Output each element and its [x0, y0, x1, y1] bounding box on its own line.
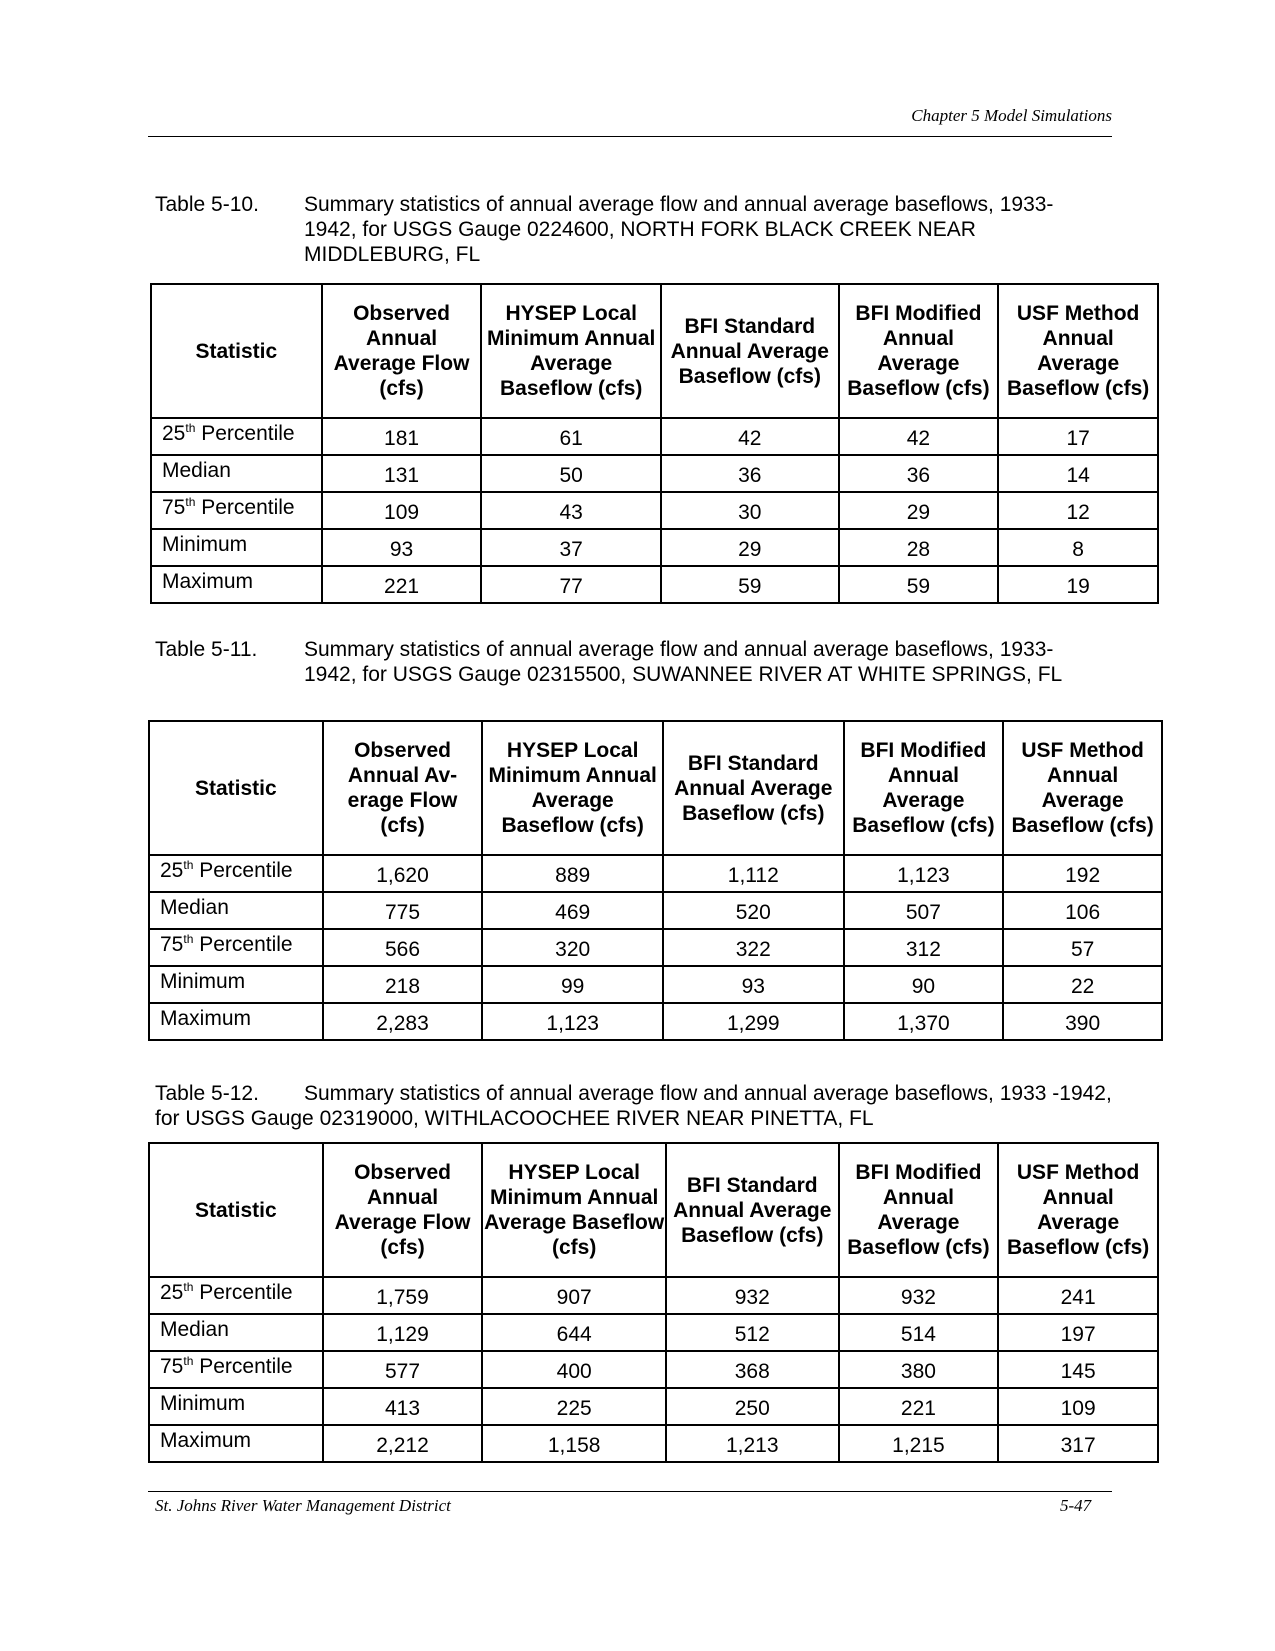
column-header: HYSEP Local Minimum Annual Average Baseflow (cfs) — [481, 284, 661, 418]
table-row — [151, 455, 1158, 492]
value-cell: 2,212 — [323, 1425, 483, 1462]
value-cell: 317 — [998, 1425, 1158, 1462]
caption-text: Summary statistics of annual average flow and annual average baseflows, 1933-1942, for USGS Gauge 0224600, NORTH FORK BLACK CREEK NEAR MIDDLEBURG, FL — [304, 193, 1054, 266]
value-cell: 250 — [666, 1388, 839, 1425]
value-cell: 225 — [482, 1388, 666, 1425]
column-header: Statistic — [151, 284, 322, 418]
value-cell: 14 — [998, 455, 1158, 492]
column-header: USF Method Annual Average Baseflow (cfs) — [998, 284, 1158, 418]
value-cell: 192 — [1003, 855, 1162, 892]
table-row — [149, 929, 1162, 966]
value-cell: 90 — [844, 966, 1004, 1003]
value-cell: 320 — [482, 929, 663, 966]
value-cell: 400 — [482, 1351, 666, 1388]
value-cell: 322 — [663, 929, 844, 966]
value-cell: 1,215 — [839, 1425, 999, 1462]
table-caption — [155, 192, 1104, 267]
value-cell: 1,129 — [323, 1314, 483, 1351]
value-cell: 889 — [482, 855, 663, 892]
value-cell: 1,299 — [663, 1003, 844, 1040]
statistic-cell: 25th Percentile — [151, 418, 322, 455]
value-cell: 37 — [481, 529, 661, 566]
column-header: BFI Standard Annual Average Baseflow (cfs) — [661, 284, 839, 418]
value-cell: 1,123 — [844, 855, 1004, 892]
table-row — [149, 892, 1162, 929]
value-cell: 512 — [666, 1314, 839, 1351]
value-cell: 507 — [844, 892, 1004, 929]
value-cell: 109 — [322, 492, 482, 529]
value-cell: 1,620 — [323, 855, 483, 892]
column-header: HYSEP Local Minimum Annual Average Baseflow (cfs) — [482, 1143, 666, 1277]
statistic-cell: 25th Percentile — [149, 1277, 323, 1314]
value-cell: 42 — [661, 418, 839, 455]
value-cell: 1,213 — [666, 1425, 839, 1462]
value-cell: 17 — [998, 418, 1158, 455]
table-label: Table 5-12. — [155, 1082, 259, 1105]
value-cell: 19 — [998, 566, 1158, 603]
table-row — [149, 1388, 1158, 1425]
table-row — [149, 1425, 1158, 1462]
table-caption — [155, 1081, 1115, 1131]
value-cell: 218 — [323, 966, 483, 1003]
value-cell: 145 — [998, 1351, 1158, 1388]
statistic-cell: Median — [149, 892, 323, 929]
value-cell: 59 — [661, 566, 839, 603]
value-cell: 50 — [481, 455, 661, 492]
value-cell: 12 — [998, 492, 1158, 529]
statistic-cell: 75th Percentile — [149, 929, 323, 966]
column-header: BFI Modified Annual Average Baseflow (cfs) — [844, 721, 1004, 855]
value-cell: 29 — [839, 492, 999, 529]
header-row — [149, 721, 1162, 855]
value-cell: 932 — [839, 1277, 999, 1314]
column-header: BFI Standard Annual Average Baseflow (cfs) — [663, 721, 844, 855]
table-row — [151, 566, 1158, 603]
table-row — [149, 855, 1162, 892]
value-cell: 59 — [839, 566, 999, 603]
statistic-cell: Minimum — [149, 1388, 323, 1425]
value-cell: 1,759 — [323, 1277, 483, 1314]
value-cell: 2,283 — [323, 1003, 483, 1040]
value-cell: 577 — [323, 1351, 483, 1388]
statistic-cell: Median — [149, 1314, 323, 1351]
statistics-table — [150, 283, 1159, 604]
table-row — [149, 966, 1162, 1003]
column-header: USF Method Annual Average Baseflow (cfs) — [1003, 721, 1162, 855]
table-row — [149, 1314, 1158, 1351]
value-cell: 241 — [998, 1277, 1158, 1314]
value-cell: 1,112 — [663, 855, 844, 892]
value-cell: 644 — [482, 1314, 666, 1351]
column-header: BFI Modified Annual Average Baseflow (cfs) — [839, 284, 999, 418]
caption-text: Summary statistics of annual average flow and annual average baseflows, 1933-1942, for USGS Gauge 02315500, SUWANNEE RIVER AT WHITE SPRINGS, FL — [304, 638, 1063, 686]
value-cell: 1,370 — [844, 1003, 1004, 1040]
running-head: Chapter 5 Model Simulations — [911, 106, 1112, 125]
table-row — [149, 1277, 1158, 1314]
statistic-cell: Minimum — [149, 966, 323, 1003]
value-cell: 520 — [663, 892, 844, 929]
value-cell: 22 — [1003, 966, 1162, 1003]
value-cell: 106 — [1003, 892, 1162, 929]
table-row — [151, 492, 1158, 529]
header-row — [151, 284, 1158, 418]
column-header: Statistic — [149, 721, 323, 855]
column-header: Observed Annual Av- erage Flow (cfs) — [323, 721, 483, 855]
value-cell: 77 — [481, 566, 661, 603]
page-number: 5-47 — [1060, 1496, 1092, 1515]
value-cell: 61 — [481, 418, 661, 455]
statistic-cell: Median — [151, 455, 322, 492]
caption-text: Summary statistics of annual average flow and annual average baseflows, 1933 -1942, for USGS Gauge 02319000, WITHLACOOCHEE RIVER NEAR PINETTA, FL — [155, 1082, 1112, 1130]
value-cell: 312 — [844, 929, 1004, 966]
value-cell: 197 — [998, 1314, 1158, 1351]
statistic-cell: Maximum — [151, 566, 322, 603]
column-header: Observed Annual Average Flow (cfs) — [323, 1143, 483, 1277]
header-row — [149, 1143, 1158, 1277]
table-row — [149, 1351, 1158, 1388]
column-header: USF Method Annual Average Baseflow (cfs) — [998, 1143, 1158, 1277]
statistic-cell: Maximum — [149, 1003, 323, 1040]
value-cell: 131 — [322, 455, 482, 492]
column-header: Statistic — [149, 1143, 323, 1277]
value-cell: 8 — [998, 529, 1158, 566]
statistic-cell: 75th Percentile — [151, 492, 322, 529]
header-rule — [148, 136, 1112, 137]
value-cell: 1,123 — [482, 1003, 663, 1040]
value-cell: 566 — [323, 929, 483, 966]
table-row — [151, 529, 1158, 566]
value-cell: 99 — [482, 966, 663, 1003]
table-label: Table 5-11. — [155, 638, 258, 661]
value-cell: 109 — [998, 1388, 1158, 1425]
value-cell: 390 — [1003, 1003, 1162, 1040]
statistic-cell: 25th Percentile — [149, 855, 323, 892]
table-row — [151, 418, 1158, 455]
value-cell: 368 — [666, 1351, 839, 1388]
column-header: BFI Modified Annual Average Baseflow (cfs) — [839, 1143, 999, 1277]
value-cell: 28 — [839, 529, 999, 566]
table-caption — [155, 637, 1104, 687]
value-cell: 1,158 — [482, 1425, 666, 1462]
statistic-cell: Maximum — [149, 1425, 323, 1462]
column-header: Observed Annual Average Flow (cfs) — [322, 284, 482, 418]
footer-rule — [148, 1491, 1112, 1492]
statistic-cell: 75th Percentile — [149, 1351, 323, 1388]
value-cell: 29 — [661, 529, 839, 566]
value-cell: 932 — [666, 1277, 839, 1314]
value-cell: 221 — [839, 1388, 999, 1425]
value-cell: 42 — [839, 418, 999, 455]
value-cell: 907 — [482, 1277, 666, 1314]
column-header: HYSEP Local Minimum Annual Average Baseflow (cfs) — [482, 721, 663, 855]
value-cell: 775 — [323, 892, 483, 929]
table-row — [149, 1003, 1162, 1040]
value-cell: 221 — [322, 566, 482, 603]
value-cell: 30 — [661, 492, 839, 529]
statistic-cell: Minimum — [151, 529, 322, 566]
value-cell: 181 — [322, 418, 482, 455]
statistics-table — [148, 1142, 1159, 1463]
value-cell: 93 — [663, 966, 844, 1003]
value-cell: 413 — [323, 1388, 483, 1425]
column-header: BFI Standard Annual Average Baseflow (cfs) — [666, 1143, 839, 1277]
value-cell: 57 — [1003, 929, 1162, 966]
value-cell: 93 — [322, 529, 482, 566]
statistics-table — [148, 720, 1163, 1041]
value-cell: 380 — [839, 1351, 999, 1388]
footer-organization: St. Johns River Water Management District — [155, 1496, 451, 1515]
value-cell: 43 — [481, 492, 661, 529]
value-cell: 469 — [482, 892, 663, 929]
table-label: Table 5-10. — [155, 193, 259, 216]
value-cell: 36 — [839, 455, 999, 492]
value-cell: 514 — [839, 1314, 999, 1351]
value-cell: 36 — [661, 455, 839, 492]
